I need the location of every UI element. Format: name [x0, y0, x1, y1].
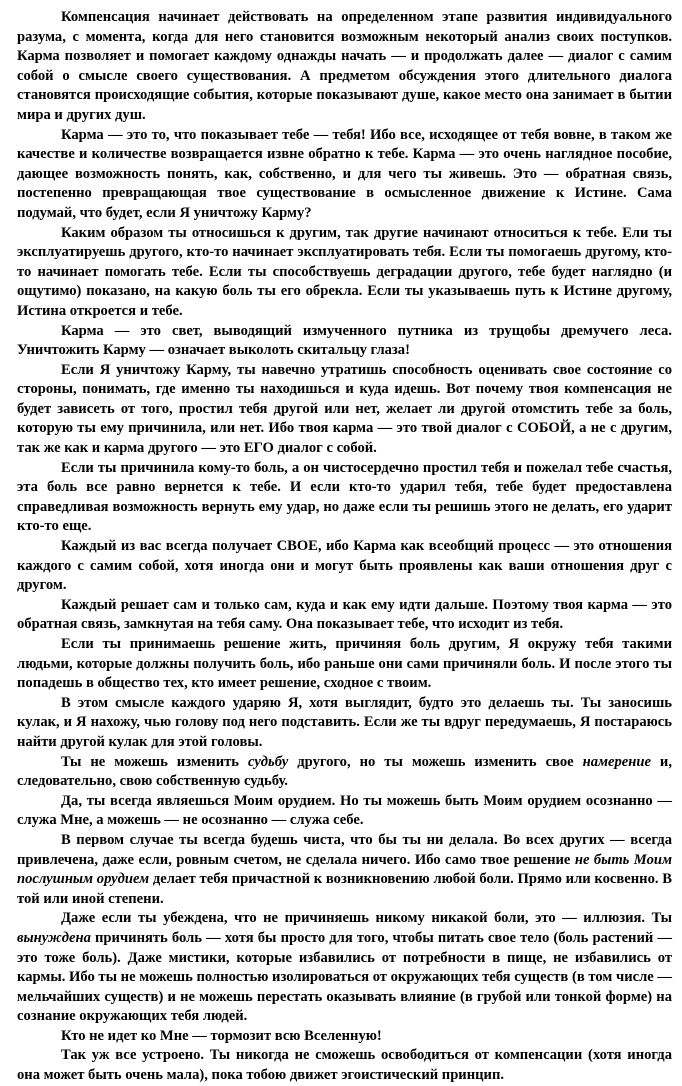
text-run: В этом смысле каждого ударяю Я, хотя выглядит, будто это делаешь ты. Ты заносишь кулак, и Я нахожу, чью голову под него подставить. Если же ты вдруг передумаешь, Я постараюсь найти другой кулак для этой головы. — [17, 694, 672, 750]
italic-text-run: судьбу — [247, 753, 289, 770]
italic-text-run: не быть Моим послушным орудием — [17, 851, 672, 888]
paragraph — [17, 831, 672, 909]
text-run: Так уж все устроено. Ты никогда не сможешь освободиться от компенсации (хотя иногда она может быть очень мала), пока тобою движет эгоистический принцип. — [17, 1047, 672, 1084]
paragraph — [17, 1027, 672, 1047]
paragraph — [17, 537, 672, 596]
text-run: другого, но ты можешь изменить свое — [288, 753, 583, 770]
text-run: Если ты принимаешь решение жить, причиняя боль другим, Я окружу тебя такими людьми, которые должны получить боль, ибо раньше они сами причиняли боль. И после этого ты попадешь в общество тех, кто имеет решение, сходное с твоим. — [17, 636, 672, 692]
text-run: В первом случае ты всегда будешь чиста, что бы ты ни делала. Во всех других — всегда привлечена, даже если, ровным счетом, не сделала ничего. Ибо само твое решение — [17, 831, 672, 868]
text-run: Карма — это свет, выводящий измученного путника из трущобы дремучего леса. Уничтожить Карму — означает выколоть скитальцу глаза! — [17, 322, 672, 359]
text-run: Кто не идет ко Мне — тормозит всю Вселенную! — [61, 1027, 382, 1044]
paragraph — [17, 361, 672, 459]
paragraph — [17, 753, 672, 792]
text-run: Если Я уничтожу Карму, ты навечно утратишь способность оценивать свое состояние со стороны, понимать, где именно ты находишься и куда идешь. Вот почему твоя компенсация не будет зависеть от того, простил тебя другой или нет, желает ли другой отомстить тебе за боль, которую ты ему причинила, или нет. Ибо твоя карма — это твой диалог с СОБОЙ, а не с другим, так же как и карма другого — это ЕГО диалог с собой. — [17, 361, 672, 457]
text-run: и, следовательно, свою собственную судьбу. — [17, 753, 672, 790]
paragraph — [17, 1046, 672, 1085]
paragraph — [17, 126, 672, 224]
paragraph — [17, 909, 672, 1027]
paragraph — [17, 792, 672, 831]
text-run: делает тебя причастной к возникновению любой боли. Прямо или косвенно. В той или иной степени. — [17, 871, 672, 907]
paragraph — [17, 459, 672, 537]
text-run: Если ты причинила кому-то боль, а он чистосердечно простил тебя и пожелал тебе счастья, эта боль все равно вернется к тебе. И если кто-то ударил тебя, тебе будет предоставлена справедливая возможность вернуть ему удар, но даже если ты решишь этого не делать, его ударит кто-то еще. — [17, 459, 672, 535]
paragraph — [17, 635, 672, 694]
paragraph — [17, 224, 672, 322]
text-run: Каждый решает сам и только сам, куда и как ему идти дальше. Поэтому твоя карма — это обратная связь, замкнутая на тебя саму. Она показывает тебе, что исходит из тебя. — [17, 596, 672, 633]
text-run: Да, ты всегда являешься Моим орудием. Но ты можешь быть Моим орудием осознанно — служа Мне, а можешь — не осознанно — служа себе. — [17, 792, 672, 829]
text-run: Ты не можешь изменить — [61, 753, 248, 770]
italic-text-run: вынуждена — [17, 929, 91, 946]
text-run: Каким образом ты относишься к другим, так другие начинают относиться к тебе. Ели ты эксплуатируешь другого, кто-то начинает эксплуатировать тебя. Если ты помогаешь другому, кто-то начинает помогать тебе. Если ты способствуешь деградации другого, тебе будет наглядно (и ощутимо) показано, на какую боль ты его обрекла. Если ты указываешь путь к Истине другому, Истина откроется и тебе. — [17, 224, 672, 319]
text-run: Карма — это то, что показывает тебе — тебя! Ибо все, исходящее от тебя вовне, в таком же качестве и количестве возвращается извне обратно к тебе. Карма — это очень наглядное пособие, дающее возможность понять, как, собственно, и для чего ты живешь. Это — обратная связь, постепенно превращающая твое существование в осмысленное движение к Истине. Сама подумай, что будет, если Я уничтожу Карму? — [17, 126, 672, 221]
paragraph — [17, 694, 672, 753]
italic-text-run: намерение — [582, 753, 651, 770]
paragraph — [17, 8, 672, 126]
text-run: причинять боль — хотя бы просто для того, чтобы питать свое тело (боль растений — это тоже боль). Даже мистики, которые избавились от потребности в пище, не избавились от кармы. Ибо ты не можешь полностью изолироваться от окружающих тебя существ (в том числе — мельчайших существ) и не можешь перестать оказывать влияние (в грубой или тонкой форме) на сознание окружающих тебя людей. — [17, 929, 672, 1025]
paragraph — [17, 596, 672, 635]
text-run: Компенсация начинает действовать на определенном этапе развития индивидуального разума, с момента, когда для него становится возможным некоторый анализ своих поступков. Карма позволяет и помогает каждому однажды начать — и продолжать далее — диалог с самим собой о смысле своего существования. А предметом обсуждения этого длительного диалога становятся происходящие события, которые показывают душе, какое место она занимает в бытии мира и других душ. — [17, 9, 672, 123]
text-run: Каждый из вас всегда получает СВОЕ, ибо Карма как всеобщий процесс — это отношения каждого с самим собой, хотя иногда они и могут быть проявлены как ваши отношения друг с другом. — [17, 538, 672, 594]
paragraph — [17, 322, 672, 361]
text-run: Даже если ты убеждена, что не причиняешь никому никакой боли, это — иллюзия. Ты — [61, 910, 672, 927]
